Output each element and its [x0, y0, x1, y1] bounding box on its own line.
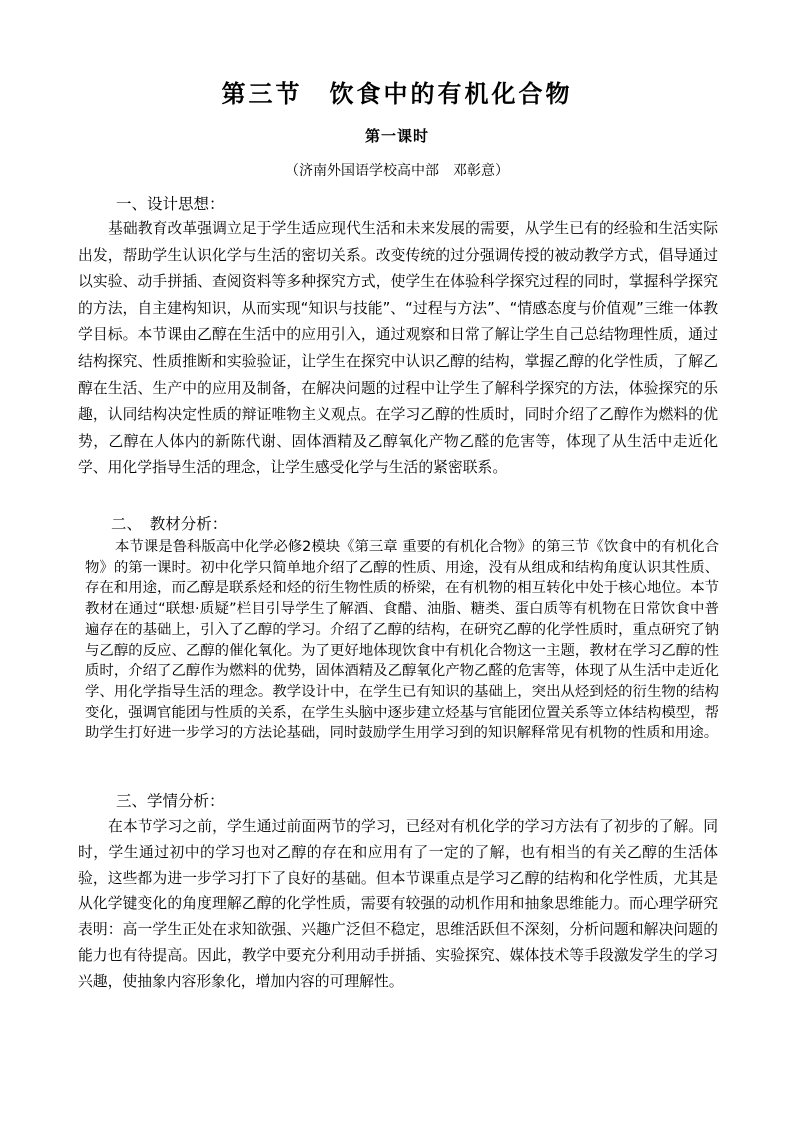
document-author: （济南外国语学校高中部 邓彰意）	[285, 163, 509, 179]
section-heading-design: 一、设计思想：	[116, 195, 225, 213]
section-heading-students: 三、学情分析：	[116, 792, 225, 810]
section-body-students: 在本节学习之前，学生通过前面两节的学习，已经对有机化学的学习方法有了初步的了解。同时，学生通过初中的学习也对乙醇的存在和应用有了一定的了解，也有相当的有关乙醇的生活体验，这些都为进一步学习打下了良好的基础。但本节课重点是学习乙醇的结构和化学性质，尤其是从化学键变化的角度理解乙醇的化学性质，需要有较强的动机作用和抽象思维能力。而心理学研究表明：高一学生正处在求知欲强、兴趣广泛但不稳定，思维活跃但不深刻，分析问题和解决问题的能力也有待提高。因此，教学中要充分利用动手拼插、实验探究、媒体技术等手段激发学生的学习兴趣，使抽象内容形象化，增加内容的可理解性。	[78, 818, 718, 990]
section-body-design: 基础教育改革强调立足于学生适应现代生活和未来发展的需要，从学生已有的经验和生活实际出发，帮助学生认识化学与生活的密切关系。改变传统的过分强调传授的被动教学方式，倡导通过以实验、动手拼插、查阅资料等多种探究方式，使学生在体验科学探究过程的同时，掌握科学探究的方法，自主建构知识，从而实现“知识与技能”、“过程与方法”、“情感态度与价值观”三维一体教学目标。本节课由乙醇在生活中的应用引入，通过观察和日常了解让学生自己总结物理性质，通过结构探究、性质推断和实验验证，让学生在探究中认识乙醇的结构，掌握乙醇的化学性质，了解乙醇在生活、生产中的应用及制备，在解决问题的过程中让学生了解科学探究的方法，体验探究的乐趣，认同结构决定性质的辩证唯物主义观点。在学习乙醇的性质时，同时介绍了乙醇作为燃料的优势，乙醇在人体内的新陈代谢、固体酒精及乙醇氧化产物乙醛的危害等，体现了从生活中走近化学、用化学指导生活的理念，让学生感受化学与生活的紧密联系。	[78, 220, 718, 477]
section-heading-textbook: 二、 教材分析：	[111, 515, 228, 533]
section-body-textbook: 本节课是鲁科版高中化学必修2模块《第三章 重要的有机化合物》的第三节《饮食中的有机化合物》的第一课时。初中化学只简单地介绍了乙醇的性质、用途，没有从组成和结构角度认识其性质、存在和用途，而乙醇是联系烃和烃的衍生物性质的桥梁，在有机物的相互转化中处于核心地位。本节教材在通过“联想·质疑”栏目引导学生了解酒、食醋、油脂、糖类、蛋白质等有机物在日常饮食中普遍存在的基础上，引入了乙醇的学习。介绍了乙醇的结构，在研究乙醇的化学性质时，重点研究了钠与乙醇的反应、乙醇的催化氧化。为了更好地体现饮食中有机化合物这一主题，教材在学习乙醇的性质时，介绍了乙醇作为燃料的优势，固体酒精及乙醇氧化产物乙醛的危害等，体现了从生活中走近化学、用化学指导生活的理念。教学设计中，在学生已有知识的基础上，突出从烃到烃的衍生物的结构变化，强调官能团与性质的关系，在学生头脑中逐步建立烃基与官能团位置关系等立体结构模型，帮助学生打好进一步学习的方法论基础，同时鼓励学生用学习到的知识解释常见有机物的性质和用途。	[85, 539, 719, 742]
document-title: 第三节 饮食中的有机化合物	[221, 79, 573, 108]
document-subtitle: 第一课时	[364, 127, 429, 145]
